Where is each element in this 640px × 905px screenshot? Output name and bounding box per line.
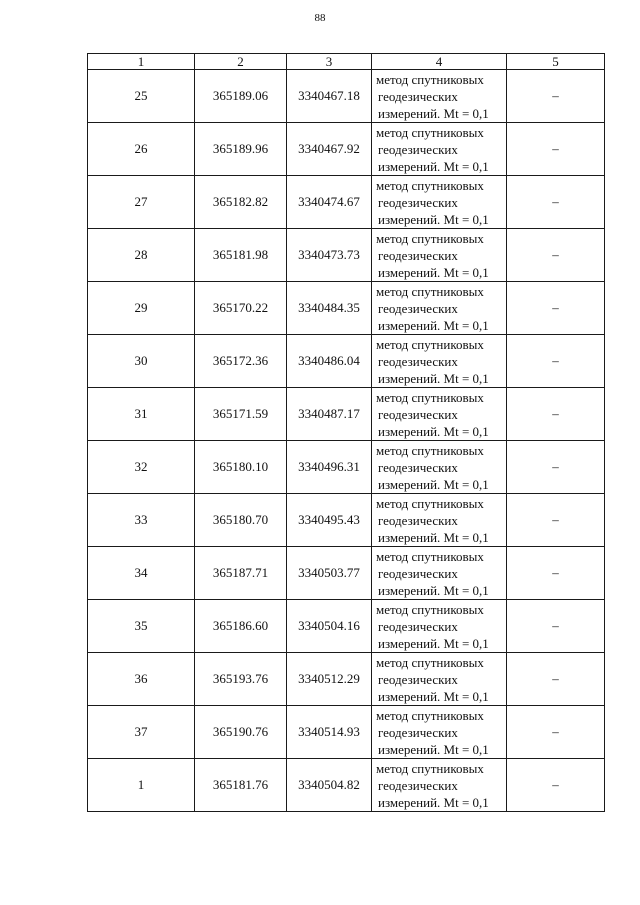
table-header-row xyxy=(88,54,605,70)
col5-value: – xyxy=(507,70,605,123)
method-cell xyxy=(372,494,507,547)
table-row xyxy=(88,282,605,335)
point-number: 34 xyxy=(88,547,195,600)
table-row xyxy=(88,176,605,229)
method-line-3: измерений. Mt = 0,1 xyxy=(378,635,489,651)
coord-y: 3340467.92 xyxy=(287,123,372,176)
col5-value: – xyxy=(507,494,605,547)
method-cell xyxy=(372,600,507,653)
method-line-3: измерений. Mt = 0,1 xyxy=(378,741,489,757)
coord-x: 365172.36 xyxy=(195,335,287,388)
coord-x: 365171.59 xyxy=(195,388,287,441)
method-line-2: геодезических xyxy=(378,300,458,316)
coord-y: 3340473.73 xyxy=(287,229,372,282)
point-number: 36 xyxy=(88,653,195,706)
method-line-3: измерений. Mt = 0,1 xyxy=(378,582,489,598)
page-number: 88 xyxy=(314,12,326,24)
col5-value: – xyxy=(507,706,605,759)
method-line-2: геодезических xyxy=(378,512,458,528)
method-line-3: измерений. Mt = 0,1 xyxy=(378,211,489,227)
coord-y: 3340514.93 xyxy=(287,706,372,759)
method-line-2: геодезических xyxy=(378,141,458,157)
method-line-2: геодезических xyxy=(378,88,458,104)
coord-x: 365190.76 xyxy=(195,706,287,759)
coord-x: 365170.22 xyxy=(195,282,287,335)
header-col-3: 3 xyxy=(287,54,372,70)
method-line-2: геодезических xyxy=(378,247,458,263)
point-number: 32 xyxy=(88,441,195,494)
method-line-2: геодезических xyxy=(378,406,458,422)
method-line-3: измерений. Mt = 0,1 xyxy=(378,476,489,492)
table-row xyxy=(88,335,605,388)
col5-value: – xyxy=(507,388,605,441)
header-col-1: 1 xyxy=(88,54,195,70)
method-cell xyxy=(372,123,507,176)
table-row xyxy=(88,547,605,600)
coord-y: 3340503.77 xyxy=(287,547,372,600)
coord-x: 365186.60 xyxy=(195,600,287,653)
method-cell xyxy=(372,441,507,494)
point-number: 31 xyxy=(88,388,195,441)
coord-x: 365193.76 xyxy=(195,653,287,706)
method-cell xyxy=(372,759,507,812)
coord-x: 365182.82 xyxy=(195,176,287,229)
point-number: 37 xyxy=(88,706,195,759)
col5-value: – xyxy=(507,282,605,335)
method-line-1: метод спутниковых xyxy=(376,654,484,670)
method-line-2: геодезических xyxy=(378,353,458,369)
method-line-2: геодезических xyxy=(378,671,458,687)
coord-x: 365180.10 xyxy=(195,441,287,494)
coord-y: 3340496.31 xyxy=(287,441,372,494)
point-number: 28 xyxy=(88,229,195,282)
method-line-2: геодезических xyxy=(378,724,458,740)
method-line-1: метод спутниковых xyxy=(376,177,484,193)
coordinates-table xyxy=(87,53,605,812)
point-number: 29 xyxy=(88,282,195,335)
table-row xyxy=(88,70,605,123)
table-body xyxy=(88,70,605,812)
method-cell xyxy=(372,388,507,441)
coord-y: 3340467.18 xyxy=(287,70,372,123)
method-line-1: метод спутниковых xyxy=(376,336,484,352)
method-line-1: метод спутниковых xyxy=(376,707,484,723)
col5-value: – xyxy=(507,229,605,282)
method-cell xyxy=(372,335,507,388)
point-number: 33 xyxy=(88,494,195,547)
coord-y: 3340484.35 xyxy=(287,282,372,335)
coord-x: 365180.70 xyxy=(195,494,287,547)
method-line-1: метод спутниковых xyxy=(376,495,484,511)
coord-x: 365189.06 xyxy=(195,70,287,123)
method-line-3: измерений. Mt = 0,1 xyxy=(378,370,489,386)
header-col-2: 2 xyxy=(195,54,287,70)
table-row xyxy=(88,494,605,547)
table-row xyxy=(88,441,605,494)
method-line-3: измерений. Mt = 0,1 xyxy=(378,317,489,333)
table-row xyxy=(88,600,605,653)
col5-value: – xyxy=(507,335,605,388)
point-number: 30 xyxy=(88,335,195,388)
coord-y: 3340474.67 xyxy=(287,176,372,229)
method-line-3: измерений. Mt = 0,1 xyxy=(378,688,489,704)
coord-y: 3340504.16 xyxy=(287,600,372,653)
header-col-4: 4 xyxy=(372,54,507,70)
point-number: 26 xyxy=(88,123,195,176)
method-cell xyxy=(372,706,507,759)
col5-value: – xyxy=(507,759,605,812)
method-cell xyxy=(372,229,507,282)
table-row xyxy=(88,388,605,441)
method-cell xyxy=(372,547,507,600)
method-cell xyxy=(372,70,507,123)
method-cell xyxy=(372,653,507,706)
col5-value: – xyxy=(507,547,605,600)
col5-value: – xyxy=(507,441,605,494)
coord-x: 365181.98 xyxy=(195,229,287,282)
method-line-3: измерений. Mt = 0,1 xyxy=(378,529,489,545)
point-number: 35 xyxy=(88,600,195,653)
table-row xyxy=(88,759,605,812)
coord-y: 3340495.43 xyxy=(287,494,372,547)
method-line-1: метод спутниковых xyxy=(376,124,484,140)
col5-value: – xyxy=(507,176,605,229)
coord-y: 3340487.17 xyxy=(287,388,372,441)
method-line-1: метод спутниковых xyxy=(376,760,484,776)
table-row xyxy=(88,123,605,176)
method-line-2: геодезических xyxy=(378,618,458,634)
method-line-3: измерений. Mt = 0,1 xyxy=(378,423,489,439)
method-line-3: измерений. Mt = 0,1 xyxy=(378,158,489,174)
method-line-1: метод спутниковых xyxy=(376,71,484,87)
point-number: 27 xyxy=(88,176,195,229)
table-row xyxy=(88,229,605,282)
method-cell xyxy=(372,282,507,335)
table-row xyxy=(88,706,605,759)
table-row xyxy=(88,653,605,706)
header-col-5: 5 xyxy=(507,54,605,70)
method-line-2: геодезических xyxy=(378,565,458,581)
method-line-2: геодезических xyxy=(378,459,458,475)
method-cell xyxy=(372,176,507,229)
col5-value: – xyxy=(507,653,605,706)
method-line-1: метод спутниковых xyxy=(376,442,484,458)
method-line-1: метод спутниковых xyxy=(376,389,484,405)
method-line-2: геодезических xyxy=(378,194,458,210)
coord-x: 365187.71 xyxy=(195,547,287,600)
method-line-1: метод спутниковых xyxy=(376,283,484,299)
coord-y: 3340486.04 xyxy=(287,335,372,388)
method-line-1: метод спутниковых xyxy=(376,230,484,246)
coord-y: 3340504.82 xyxy=(287,759,372,812)
point-number: 25 xyxy=(88,70,195,123)
method-line-3: измерений. Mt = 0,1 xyxy=(378,264,489,280)
coord-x: 365189.96 xyxy=(195,123,287,176)
method-line-3: измерений. Mt = 0,1 xyxy=(378,105,489,121)
method-line-2: геодезических xyxy=(378,777,458,793)
coord-y: 3340512.29 xyxy=(287,653,372,706)
point-number: 1 xyxy=(88,759,195,812)
col5-value: – xyxy=(507,123,605,176)
method-line-1: метод спутниковых xyxy=(376,601,484,617)
coord-x: 365181.76 xyxy=(195,759,287,812)
method-line-1: метод спутниковых xyxy=(376,548,484,564)
method-line-3: измерений. Mt = 0,1 xyxy=(378,794,489,810)
col5-value: – xyxy=(507,600,605,653)
